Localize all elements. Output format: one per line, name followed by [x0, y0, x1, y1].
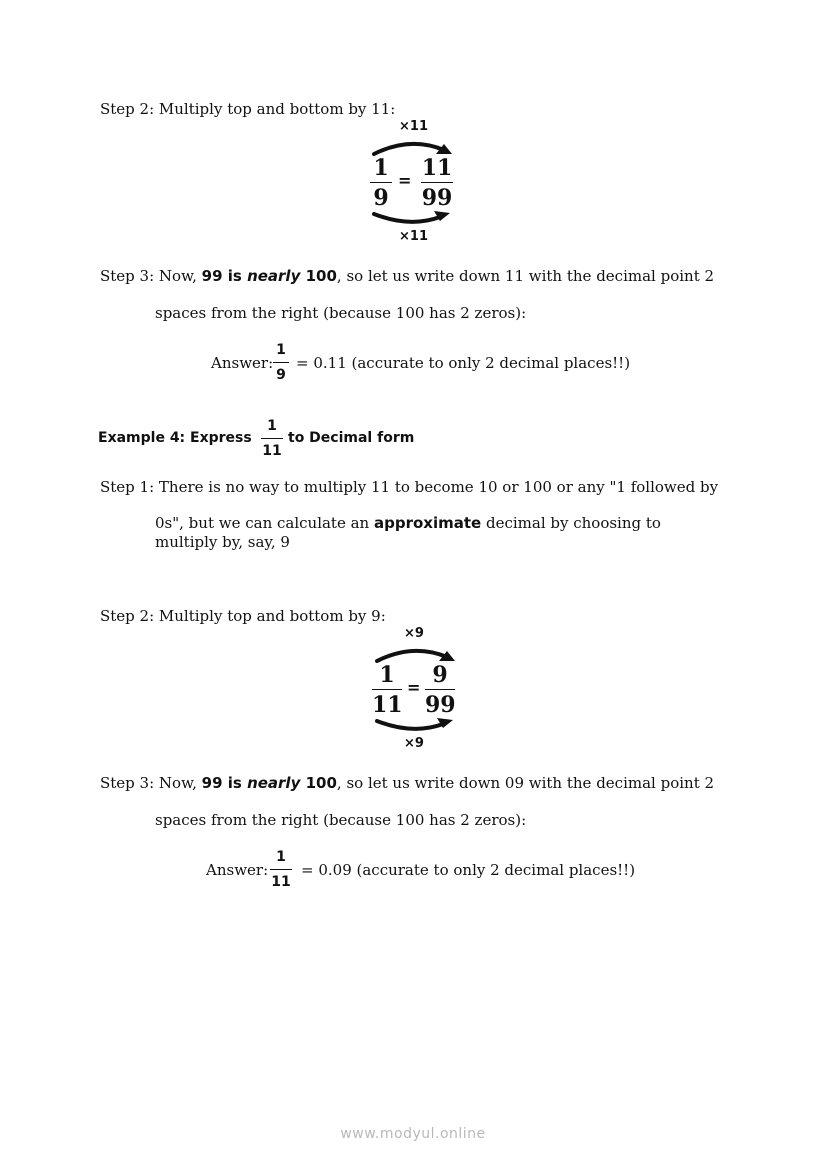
ex4-step3-line2: spaces from the right (because 100 has 2 zeros):: [155, 811, 527, 829]
ex4-step3-line1: [100, 774, 714, 792]
ex4-lhs-fraction: [372, 663, 402, 717]
text: 0s", but we can calculate an: [155, 514, 374, 532]
ex3-answer-value: = 0.11 (accurate to only 2 decimal places!!): [296, 354, 631, 372]
ex3-mult-bottom: ×11: [399, 229, 428, 244]
ex4-equals: =: [407, 678, 421, 697]
ex3-answer-fraction: [273, 341, 289, 384]
fraction-bar: [270, 869, 292, 870]
bold-text: approximate: [373, 514, 482, 532]
ex4-answer-label: Answer:: [206, 861, 269, 879]
text: , so let us write down 09 with the decimal point 2: [336, 774, 715, 792]
bold-text: 99 is: [201, 774, 248, 792]
ex4-mult-bottom: ×9: [404, 736, 424, 751]
fraction-bar: [425, 689, 455, 690]
ex3-lhs-numerator: 1: [373, 155, 389, 181]
ex4-heading-post: to Decimal form: [288, 430, 415, 446]
curved-arrow-bottom-icon: [373, 717, 457, 735]
numerator: 1: [276, 849, 286, 865]
ex4-rhs-numerator: 9: [432, 662, 448, 688]
curved-arrow-top-icon: [373, 645, 457, 663]
ex4-step2-text: Step 2: Multiply top and bottom by 9:: [100, 607, 386, 625]
ex3-lhs-denominator: 9: [373, 185, 389, 211]
watermark: www.modyul.online: [340, 1126, 486, 1142]
bold-italic-text: nearly: [247, 267, 301, 285]
ex3-step2-text: Step 2: Multiply top and bottom by 11:: [100, 100, 396, 118]
ex3-rhs-fraction: [421, 156, 453, 210]
bold-text: 99 is: [201, 267, 248, 285]
ex4-answer-fraction: [270, 848, 292, 891]
numerator: 1: [276, 342, 286, 358]
ex3-mult-top: ×11: [399, 119, 428, 134]
ex4-rhs-fraction: [425, 663, 455, 717]
numerator: 1: [267, 418, 277, 434]
ex3-answer-label: Answer:: [211, 354, 274, 372]
bold-text: 100: [300, 774, 337, 792]
ex4-step1-continuation: [155, 514, 725, 552]
ex4-heading-pre: Example 4: Express: [98, 430, 252, 446]
ex3-step3-line2: spaces from the right (because 100 has 2 zeros):: [155, 304, 527, 322]
ex3-equals: =: [398, 171, 412, 190]
curved-arrow-top-icon: [370, 138, 454, 156]
ex4-rhs-denominator: 99: [425, 692, 456, 718]
denominator: 11: [262, 443, 282, 459]
fraction-bar: [421, 182, 453, 183]
bold-text: 100: [300, 267, 337, 285]
ex4-answer-value: = 0.09 (accurate to only 2 decimal places!!): [301, 861, 636, 879]
curved-arrow-bottom-icon: [370, 210, 454, 228]
fraction-bar: [370, 182, 392, 183]
ex4-step1-line1: Step 1: There is no way to multiply 11 to become 10 or 100 or any "1 followed by: [100, 478, 719, 496]
ex4-mult-top: ×9: [404, 626, 424, 641]
bold-italic-text: nearly: [247, 774, 301, 792]
ex3-rhs-numerator: 11: [421, 155, 453, 181]
ex4-heading-fraction: [261, 417, 283, 460]
text: , so let us write down 11 with the decimal point 2: [336, 267, 715, 285]
text: Step 3: Now,: [100, 267, 202, 285]
denominator: 11: [271, 874, 291, 890]
text: decimal by choosing to multiply by, say, 9: [155, 514, 661, 551]
ex3-lhs-fraction: [370, 156, 392, 210]
fraction-bar: [372, 689, 402, 690]
ex3-rhs-denominator: 99: [421, 185, 453, 211]
fraction-bar: [273, 362, 289, 363]
text: Step 3: Now,: [100, 774, 202, 792]
ex4-lhs-denominator: 11: [372, 692, 403, 718]
ex3-step3-line1: [100, 267, 714, 285]
fraction-bar: [261, 438, 283, 439]
ex4-lhs-numerator: 1: [379, 662, 395, 688]
denominator: 9: [276, 367, 286, 383]
